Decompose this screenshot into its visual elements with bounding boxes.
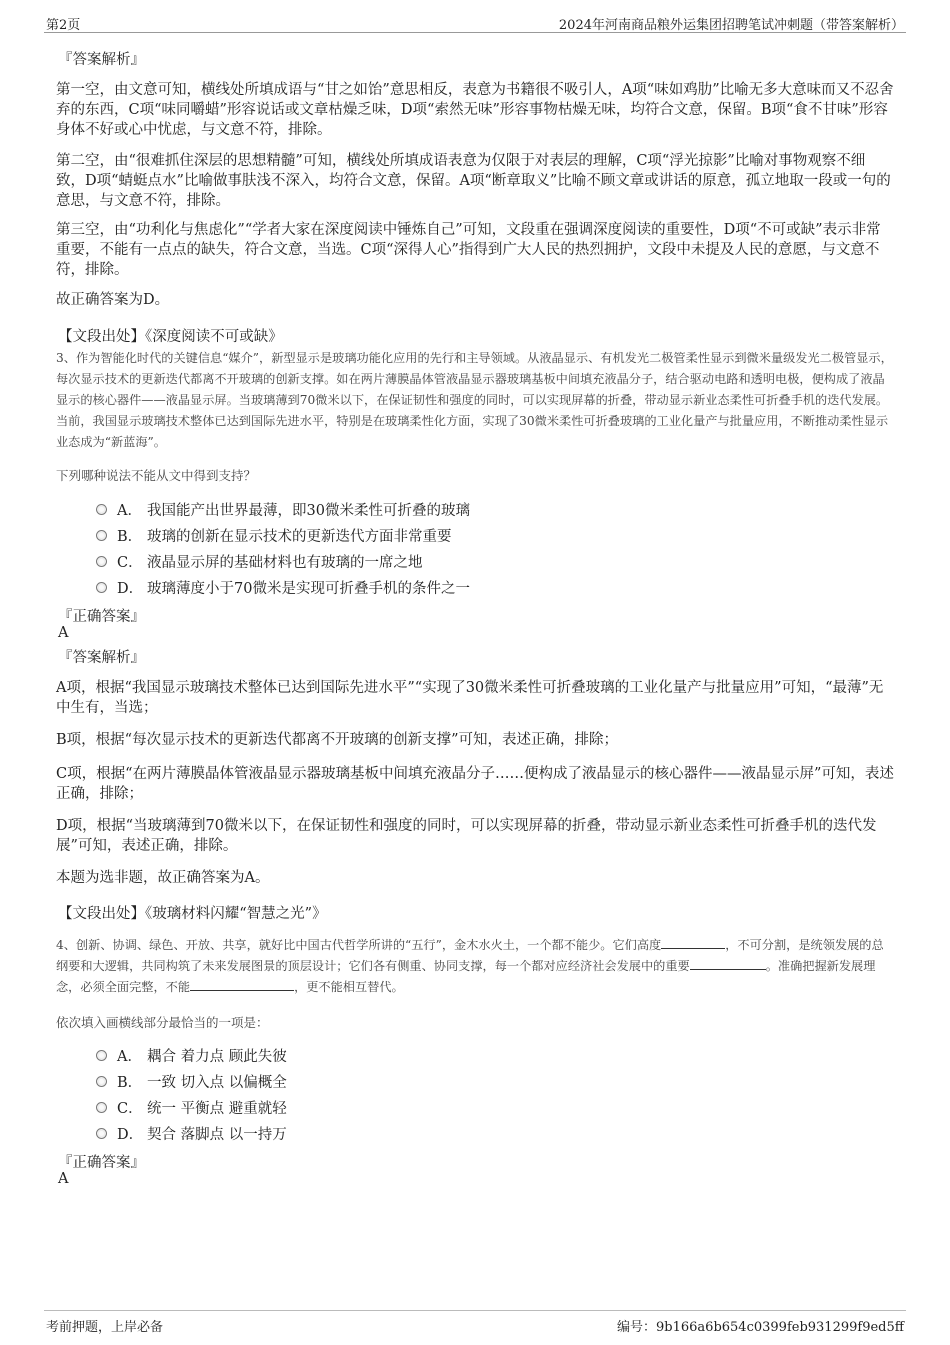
fill-blank [661,935,725,949]
correct-answer: A [58,1171,69,1187]
document-title: 2024年河南商品粮外运集团招聘笔试冲刺题（带答案解析） [558,18,904,33]
question-stem: 3、作为智能化时代的关键信息“媒介”，新型显示是玻璃功能化应用的先行和主导领域。从液晶显示、有机发光二极管柔性显示到微米量级发光二极管显示，每次显示技术的更新迭代都离不开玻璃的创新支撑。如在两片薄膜晶体管液晶显示器玻璃基板中间填充液晶分子，结合驱动电路和透明电极，便构成了液晶显示的核心器件——液晶显示屏。当玻璃薄到70微米以下，在保证韧性和强度的同时，可以实现屏幕的折叠，带动显示新业态柔性可折叠手机的迭代发展。当前，我国显示玻璃技术整体已达到国际先进水平，特别是在玻璃柔性化方面，实现了30微米柔性可折叠玻璃的工业化量产与批量应用，不断推动柔性显示业态成为“新蓝海”。 [56,351,893,449]
page-header [44,12,906,33]
option-letter: D． [117,580,144,597]
option-letter: A． [117,1048,142,1065]
option-text: 我国能产出世界最薄，即30微米柔性可折叠的玻璃 [147,502,470,519]
stem-part: ，不可分割，是统领发展的总纲要和大逻辑，共同构筑了未来发展图景的顶层设计；它们各有侧重、协同支撑，每一个都对应经济社会发展中的重要 [56,938,884,973]
analysis-paragraph: 第一空，由文意可知，横线处所填成语与“甘之如饴”意思相反，表意为书籍很不吸引人，A项“味如鸡肋”比喻无多大意味而又不忍舍弃的东西，C项“味同嚼蜡”形容说话或文章枯燥乏味，D项“索然无味”形容事物枯燥无味，均符合文意，保留。B项“食不甘味”形容身体不好或心中忧虑，与文意不符，排除。 [56,82,894,138]
option-a[interactable] [96,498,470,520]
question-prompt: 依次填入画横线部分最恰当的一项是： [56,1015,269,1030]
question-prompt: 下列哪种说法不能从文中得到支持？ [56,468,257,483]
page-footer [44,1310,906,1335]
radio-button[interactable] [96,1050,107,1061]
option-text: 一致 切入点 以偏概全 [147,1074,287,1091]
option-letter: C． [117,554,143,571]
question-stem [56,935,894,998]
analysis-paragraph: 第二空，由“很难抓住深层的思想精髓”可知，横线处所填成语表意为仅限于对表层的理解，C项“浮光掠影”比喻对事物观察不细致，D项“蜻蜓点水”比喻做事肤浅不深入，均符合文意，保留。A项“断章取义”比喻不顾文章或讲话的原意，孤立地取一段或一句的意思，与文意不符，排除。 [56,153,891,209]
answer-label: 『正确答案』 [58,609,145,625]
option-letter: B． [117,1074,143,1091]
stem-part: 。准确把握新发展理念，必须全面完整，不能 [56,959,876,994]
radio-button[interactable] [96,582,107,593]
option-a[interactable] [96,1044,287,1066]
option-b[interactable] [96,1070,287,1092]
analysis-label: 『答案解析』 [58,650,145,666]
option-letter: A． [117,502,142,519]
footer-slogan: 考前押题，上岸必备 [46,1320,164,1335]
radio-button[interactable] [96,1128,107,1139]
fill-blank [690,956,752,970]
fill-blank [190,977,294,991]
option-d[interactable] [96,576,470,598]
option-d[interactable] [96,1122,287,1144]
analysis-conclusion: 故正确答案为D。 [56,292,170,308]
option-text: 契合 落脚点 以一持万 [147,1126,287,1143]
document-id: 编号：9b166a6b654c0399feb931299f9ed5ff [617,1320,904,1335]
analysis-paragraph: D项，根据“当玻璃薄到70微米以下，在保证韧性和强度的同时，可以实现屏幕的折叠，带动显示新业态柔性可折叠手机的迭代发展”可知，表述正确，排除。 [56,818,877,854]
option-letter: D． [117,1126,144,1143]
text-source: 【文段出处】《玻璃材料闪耀“智慧之光”》 [58,906,327,922]
option-c[interactable] [96,1096,287,1118]
analysis-paragraph: C项，根据“在两片薄膜晶体管液晶显示器玻璃基板中间填充液晶分子……便构成了液晶显示的核心器件——液晶显示屏”可知，表述正确，排除； [56,766,894,802]
option-text: 液晶显示屏的基础材料也有玻璃的一席之地 [147,554,423,571]
analysis-label: 『答案解析』 [58,52,145,68]
option-text: 耦合 着力点 顾此失彼 [147,1048,287,1065]
fill-blank [752,956,766,970]
radio-button[interactable] [96,530,107,541]
option-text: 统一 平衡点 避重就轻 [147,1100,287,1117]
radio-button[interactable] [96,504,107,515]
radio-button[interactable] [96,1102,107,1113]
radio-button[interactable] [96,556,107,567]
option-letter: B． [117,528,143,545]
analysis-conclusion: 本题为选非题，故正确答案为A。 [56,870,270,886]
answer-label: 『正确答案』 [58,1155,145,1171]
option-b[interactable] [96,524,452,546]
option-letter: C． [117,1100,143,1117]
option-c[interactable] [96,550,423,572]
analysis-paragraph: B项，根据“每次显示技术的更新迭代都离不开玻璃的创新支撑”可知，表述正确，排除； [56,732,618,748]
page-number: 第2页 [46,18,81,33]
radio-button[interactable] [96,1076,107,1087]
stem-part: ，更不能相互替代。 [294,980,404,994]
stem-part: 4、创新、协调、绿色、开放、共享，就好比中国古代哲学所讲的“五行”，金木水火土，一个都不能少。它们高度 [56,938,662,952]
text-source: 【文段出处】《深度阅读不可或缺》 [58,329,283,345]
option-text: 玻璃的创新在显示技术的更新迭代方面非常重要 [147,528,452,545]
correct-answer: A [58,625,69,641]
analysis-paragraph: A项，根据“我国显示玻璃技术整体已达到国际先进水平”“实现了30微米柔性可折叠玻璃的工业化量产与批量应用”可知，“最薄”无中生有，当选； [56,680,884,716]
analysis-paragraph: 第三空，由“功利化与焦虑化”“学者大家在深度阅读中锤炼自己”可知，文段重在强调深度阅读的重要性，D项“不可或缺”表示非常重要，不能有一点点的缺失，符合文意，当选。C项“深得人心”指得到广大人民的热烈拥护，文段中未提及人民的意愿，与文意不符，排除。 [56,222,881,278]
option-text: 玻璃薄度小于70微米是实现可折叠手机的条件之一 [147,580,470,597]
